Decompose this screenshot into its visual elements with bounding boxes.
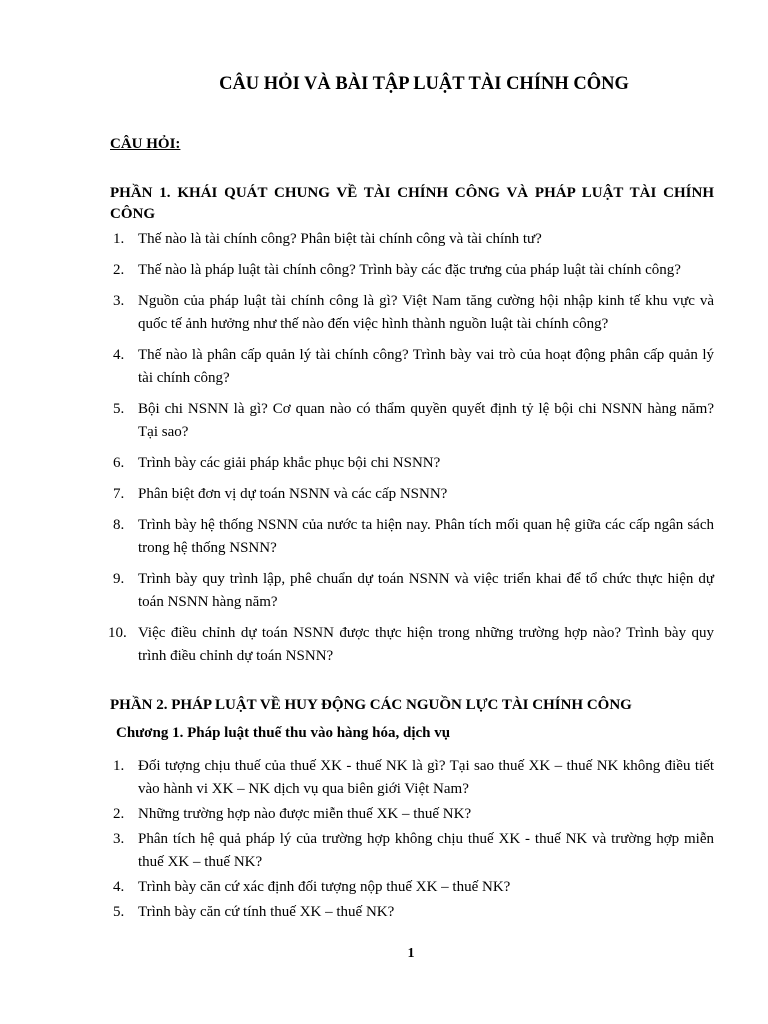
question-text: Đối tượng chịu thuế của thuế XK - thuế NK là gì? Tại sao thuế XK – thuế NK không điều tiết vào hành vi XK – NK dịch vụ qua biên giới Việt Nam? bbox=[138, 758, 714, 797]
question-text: Thế nào là phân cấp quản lý tài chính công? Trình bày vai trò của hoạt động phân cấp quản lý tài chính công? bbox=[138, 347, 714, 386]
question-item bbox=[110, 828, 714, 874]
question-text: Bội chi NSNN là gì? Cơ quan nào có thẩm quyền quyết định tỷ lệ bội chi NSNN hàng năm? Tại sao? bbox=[138, 401, 714, 440]
question-number: 2. bbox=[113, 262, 125, 278]
question-item bbox=[110, 398, 714, 444]
question-text: Phân tích hệ quả pháp lý của trường hợp không chịu thuế XK - thuế NK và trường hợp miễn thuế XK – thuế NK? bbox=[138, 831, 714, 870]
question-number: 5. bbox=[113, 401, 125, 417]
question-text: Những trường hợp nào được miễn thuế XK – thuế NK? bbox=[138, 806, 472, 822]
question-number: 3. bbox=[113, 293, 125, 309]
question-number: 3. bbox=[113, 831, 125, 847]
question-item bbox=[110, 755, 714, 801]
question-item bbox=[110, 901, 714, 924]
question-item bbox=[110, 228, 714, 251]
question-item bbox=[110, 290, 714, 336]
question-item bbox=[110, 452, 714, 475]
question-number: 7. bbox=[113, 486, 125, 502]
document-title: CÂU HỎI VÀ BÀI TẬP LUẬT TÀI CHÍNH CÔNG bbox=[219, 74, 629, 94]
question-number: 1. bbox=[113, 758, 125, 774]
question-text: Trình bày hệ thống NSNN của nước ta hiện nay. Phân tích mối quan hệ giữa các cấp ngân sách trong hệ thống NSNN? bbox=[138, 517, 714, 556]
question-number: 4. bbox=[113, 347, 125, 363]
question-number: 4. bbox=[113, 879, 125, 895]
question-text: Thế nào là pháp luật tài chính công? Trình bày các đặc trưng của pháp luật tài chính công? bbox=[138, 262, 681, 278]
page-number: 1 bbox=[407, 946, 415, 961]
question-item bbox=[110, 259, 714, 282]
chapter-heading: Chương 1. Pháp luật thuế thu vào hàng hóa, dịch vụ bbox=[116, 725, 451, 741]
question-text: Việc điều chỉnh dự toán NSNN được thực hiện trong những trường hợp nào? Trình bày quy trình điều chỉnh dự toán NSNN? bbox=[138, 625, 714, 664]
questions-heading: CÂU HỎI: bbox=[110, 136, 181, 152]
part2-heading: PHẦN 2. PHÁP LUẬT VỀ HUY ĐỘNG CÁC NGUỒN LỰC TÀI CHÍNH CÔNG bbox=[110, 697, 632, 713]
question-item bbox=[110, 803, 714, 826]
question-number: 1. bbox=[113, 231, 125, 247]
question-item bbox=[110, 876, 714, 899]
question-item bbox=[110, 514, 714, 560]
question-text: Phân biệt đơn vị dự toán NSNN và các cấp NSNN? bbox=[138, 486, 448, 502]
question-number: 5. bbox=[113, 904, 125, 920]
question-number: 10. bbox=[108, 625, 127, 641]
question-text: Thế nào là tài chính công? Phân biệt tài chính công và tài chính tư? bbox=[138, 231, 542, 247]
question-number: 2. bbox=[113, 806, 125, 822]
question-text: Trình bày căn cứ tính thuế XK – thuế NK? bbox=[138, 904, 395, 920]
question-number: 6. bbox=[113, 455, 125, 471]
part2-question-list bbox=[110, 755, 714, 926]
question-item bbox=[110, 568, 714, 614]
question-number: 9. bbox=[113, 571, 125, 587]
question-text: Trình bày các giải pháp khắc phục bội chi NSNN? bbox=[138, 455, 441, 471]
part1-question-list bbox=[110, 228, 714, 676]
question-item bbox=[110, 622, 714, 668]
part1-heading: PHẦN 1. KHÁI QUÁT CHUNG VỀ TÀI CHÍNH CÔNG VÀ PHÁP LUẬT TÀI CHÍNH CÔNG bbox=[110, 185, 714, 222]
question-text: Trình bày quy trình lập, phê chuẩn dự toán NSNN và việc triển khai để tổ chức thực hiện dự toán NSNN hàng năm? bbox=[138, 571, 714, 610]
question-text: Nguồn của pháp luật tài chính công là gì? Việt Nam tăng cường hội nhập kinh tế khu vực và quốc tế ảnh hưởng như thế nào đến việc hình thành nguồn luật tài chính công? bbox=[138, 293, 714, 332]
question-item bbox=[110, 483, 714, 506]
question-item bbox=[110, 344, 714, 390]
question-text: Trình bày căn cứ xác định đối tượng nộp thuế XK – thuế NK? bbox=[138, 879, 511, 895]
question-number: 8. bbox=[113, 517, 125, 533]
